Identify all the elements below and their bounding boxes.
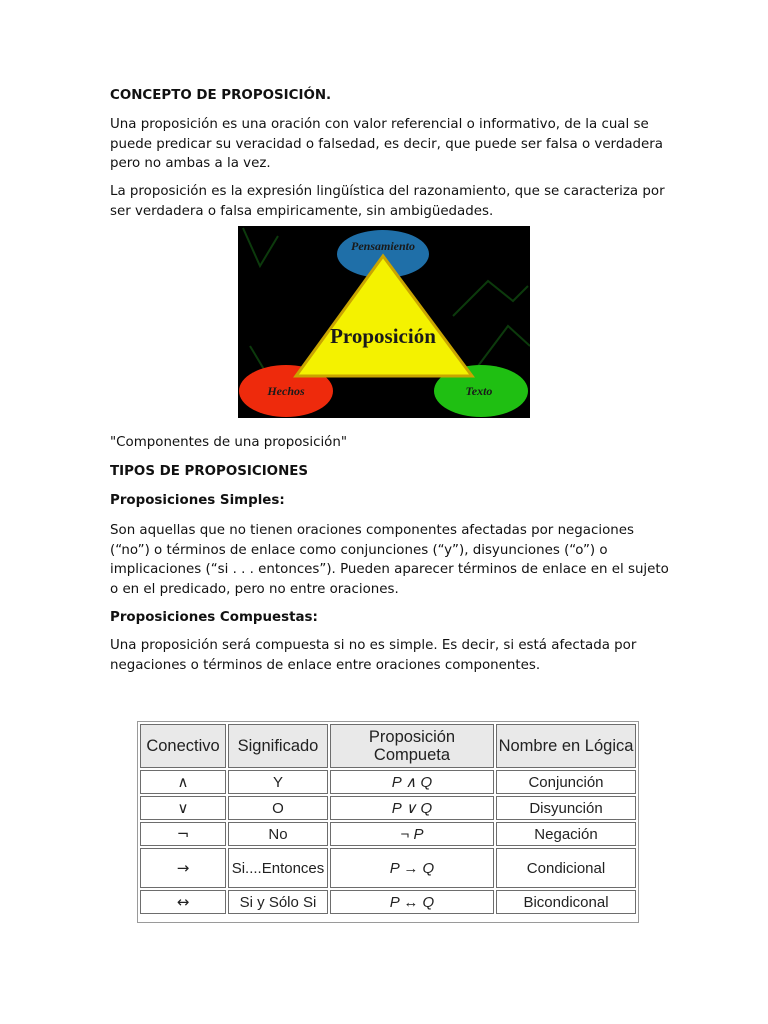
cell-name: Bicondiconal — [496, 890, 636, 914]
header-conectivo: Conectivo — [140, 724, 226, 768]
proposition-components-diagram — [238, 226, 530, 418]
cell-name: Negación — [496, 822, 636, 846]
compound-heading: Proposiciones Compuestas: — [110, 610, 318, 625]
cell-name: Conjunción — [496, 770, 636, 794]
table-row — [140, 890, 636, 914]
table-row — [140, 770, 636, 794]
header-proposicion: Proposición Compueta — [330, 724, 494, 768]
header-significado: Significado — [228, 724, 328, 768]
page-title: CONCEPTO DE PROPOSICIÓN. — [110, 88, 332, 103]
cell-expression: P ↔ Q — [330, 890, 494, 914]
cell-meaning: Y — [228, 770, 328, 794]
label-proposicion: Proposición — [330, 324, 436, 348]
compound-text: Una proposición será compuesta si no es simple. Es decir, si está afectada por negaciones o términos de enlace entre oraciones componentes. — [110, 638, 637, 673]
cell-symbol: ∧ — [140, 770, 226, 794]
table-row — [140, 796, 636, 820]
cell-meaning: Si....Entonces — [228, 848, 328, 888]
types-heading: TIPOS DE PROPOSICIONES — [110, 464, 309, 479]
cell-meaning: No — [228, 822, 328, 846]
cell-symbol: → — [140, 848, 226, 888]
paragraph-expression: La proposición es la expresión lingüística del razonamiento, que se caracteriza por ser verdadera o falsa empiricamente, sin ambigüedades. — [110, 184, 665, 219]
table-header-row — [140, 724, 636, 768]
cell-symbol: ∨ — [140, 796, 226, 820]
header-nombre: Nombre en Lógica — [496, 724, 636, 768]
cell-meaning: Si y Sólo Si — [228, 890, 328, 914]
cell-symbol: ¬ — [140, 822, 226, 846]
cell-name: Disyunción — [496, 796, 636, 820]
label-texto: Texto — [465, 384, 493, 398]
cell-expression: P ∧ Q — [330, 770, 494, 794]
label-pensamiento: Pensamiento — [350, 239, 416, 253]
cell-symbol: ↔ — [140, 890, 226, 914]
simple-text: Son aquellas que no tienen oraciones componentes afectadas por negaciones (“no”) o términos de enlace como conjunciones (“y”), disyunciones (“o”) o implicaciones (“si . . . entonces”). Pueden aparecer términos de enlace en el sujeto o en el predicado, pero no entre oraciones. — [110, 523, 669, 597]
table-row — [140, 822, 636, 846]
simple-heading: Proposiciones Simples: — [110, 493, 285, 508]
connectives-table — [137, 721, 639, 923]
cell-expression: ¬ P — [330, 822, 494, 846]
cell-name: Condicional — [496, 848, 636, 888]
cell-expression: P ∨ Q — [330, 796, 494, 820]
table-row — [140, 848, 636, 888]
cell-expression: P → Q — [330, 848, 494, 888]
label-hechos: Hechos — [267, 384, 305, 398]
paragraph-definition: Una proposición es una oración con valor referencial o informativo, de la cual se puede predicar su veracidad o falsedad, es decir, que puede ser falsa o verdadera pero no ambas a la vez. — [110, 117, 663, 171]
cell-meaning: O — [228, 796, 328, 820]
diagram-caption: "Componentes de una proposición" — [110, 435, 348, 450]
